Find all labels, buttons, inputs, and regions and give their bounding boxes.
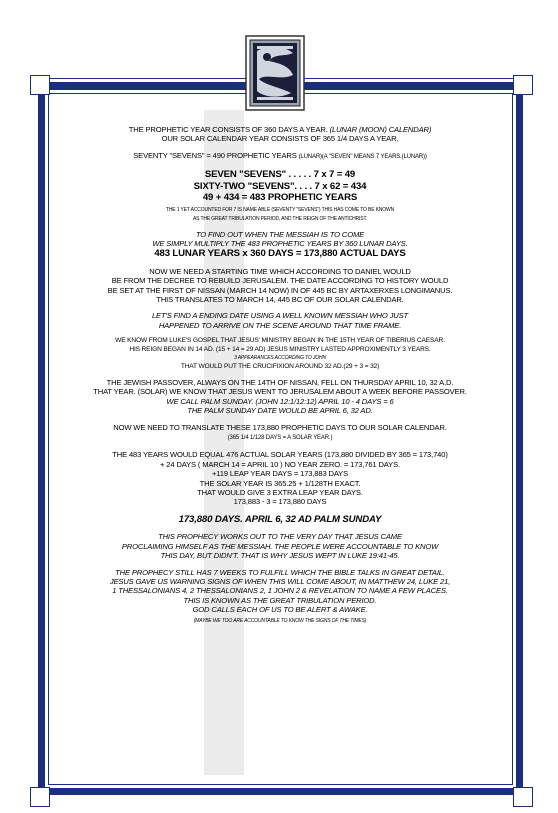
paragraph-passover — [60, 378, 500, 416]
text-line: THIS IS KNOWN AS THE GREAT TRIBULATION PERIOD. — [183, 595, 377, 605]
text-note: (MAYBE WE TOO ARE ACCOUNTABLE TO KNOW THE SIGNS OF THE TIMES) — [193, 617, 367, 624]
text-line: GOD CALLS EACH OF US TO BE ALERT & AWAKE. — [192, 605, 368, 615]
text-line: 49 + 434 = 483 PROPHETIC YEARS — [202, 192, 358, 204]
paragraph-calculation — [60, 169, 500, 222]
text-line: THIS TRANSLATES TO MARCH 14, 445 BC OF OUR SOLAR CALENDAR. — [156, 295, 404, 305]
text-note: (365 1/4 1/128 DAYS = A SOLAR YEAR.) — [227, 434, 333, 441]
document-body — [60, 125, 500, 631]
text-line: THIS DAY, BUT DIDN'T. THAT IS WHY JESUS WEPT IN LUKE 19:41-45. — [160, 551, 400, 561]
text-note: THE 1 YET ACCOUNTED FOR 7 IS NAME ABLE (SEVENTY "SEVENS") THIS HAS COME TO BE KNOWN — [165, 206, 395, 213]
text-line: NOW WE NEED A STARTING TIME WHICH ACCORDING TO DANIEL WOULD — [149, 266, 411, 276]
paragraph-starting-time — [60, 267, 500, 305]
corner-ornament — [513, 75, 533, 95]
text-note: AS THE GREAT TRIBULATION PERIOD, AND THE REIGN OF THE ANTICHRIST. — [192, 216, 368, 223]
text-line: WE SIMPLY MULTIPLY THE 483 PROPHETIC YEARS BY 360 LUNAR DAYS. — [152, 238, 408, 248]
paragraph-result — [60, 514, 500, 526]
paragraph-seventy-sevens — [60, 151, 500, 162]
text-note: (LUNAR)(A "SEVEN" MEANS 7 YEARS.(LUNAR)) — [298, 153, 427, 160]
text-line: 483 LUNAR YEARS x 360 DAYS = 173,880 ACTUAL DAYS — [154, 248, 406, 260]
text-note: 3 APPEARANCES ACCORDING TO JOHN — [234, 355, 326, 362]
text-note: (LUNAR (MOON) CALENDAR) — [329, 125, 432, 134]
paragraph-solar-years — [60, 450, 500, 506]
text-line: THAT WOULD GIVE 3 EXTRA LEAP YEAR DAYS. — [197, 487, 363, 497]
text-line: HAPPENED TO ARRIVE ON THE SCENE AROUND THAT TIME FRAME. — [158, 320, 402, 330]
text-line: THAT YEAR. (SOLAR) WE KNOW THAT JESUS WENT TO JERUSALEM ABOUT A WEEK BEFORE PASSOVER. — [93, 387, 467, 397]
text-line: TO FIND OUT WHEN THE MESSIAH IS TO COME — [195, 229, 365, 239]
text-line: THAT WOULD PUT THE CRUCIFIXION AROUND 32 AD.(29 + 3 = 32) — [180, 362, 380, 370]
text-line: OUR SOLAR CALENDAR YEAR CONSISTS OF 365 1/4 DAYS A YEAR. — [161, 134, 399, 144]
text-line: SEVENTY "SEVENS" = 490 PROPHETIC YEARS — [133, 150, 297, 160]
text-line: BE FROM THE DECREE TO REBUILD JERUSALEM. THE DATE ACCORDING TO HISTORY WOULD — [111, 276, 449, 286]
text-line: WE CALL PALM SUNDAY. (JOHN 12:1/12:12) APRIL 10 - 4 DAYS = 6 — [166, 396, 394, 406]
text-line: WE KNOW FROM LUKE'S GOSPEL THAT JESUS' MINISTRY BEGAN IN THE 15TH YEAR OF TIBERIUS CAESAR. — [115, 337, 445, 345]
corner-ornament — [30, 75, 50, 95]
text-line: 1 THESSALONIANS 4, 2 THESSALONIANS 2, 1 JOHN 2 & REVELATION TO NAME A FEW PLACES. — [112, 586, 448, 596]
paragraph-translate — [60, 423, 500, 444]
paragraph-prophecy-day — [60, 532, 500, 560]
corner-ornament — [513, 787, 533, 807]
text-line: JESUS GAVE US WARNING SIGNS OF WHEN THIS WILL COME ABOUT, IN MATTHEW 24, LUKE 21, — [109, 576, 451, 586]
text-line: THE SOLAR YEAR IS 365.25 + 1/128TH EXACT. — [199, 478, 361, 488]
text-line: 173,880 DAYS. APRIL 6, 32 AD PALM SUNDAY — [178, 513, 382, 525]
text-line: BE SET AT THE FIRST OF NISSAN (MARCH 14 NOW) IN OF 445 BC BY ARTAXERXES LONGIMANUS. — [107, 285, 453, 295]
text-line: HIS REIGN BEGAN IN 14 AD. (15 + 14 = 29 AD) JESUS MINISTRY LASTED APPROXIMENTLY 3 YEARS. — [129, 345, 431, 353]
text-line: THE PALM SUNDAY DATE WOULD BE APRIL 6, 32 AD. — [187, 406, 373, 416]
paragraph-tribulation — [60, 568, 500, 624]
paragraph-messiah-days — [60, 230, 500, 260]
paragraph-prophetic-year — [60, 125, 500, 144]
text-line: SIXTY-TWO "SEVENS". . . . 7 x 62 = 434 — [193, 180, 367, 192]
text-line: THE 483 YEARS WOULD EQUAL 476 ACTUAL SOLAR YEARS (173,880 DIVIDED BY 365 = 173,740) — [112, 450, 448, 460]
text-line: THE JEWISH PASSOVER, ALWAYS ON THE 14TH OF NISSAN, FELL ON THURSDAY APRIL 10, 32 A.D. — [106, 377, 454, 387]
text-line: THE PROPHECY STILL HAS 7 WEEKS TO FULFILL WHICH THE BIBLE TALKS IN GREAT DETAIL. — [115, 567, 445, 577]
text-line: +119 LEAP YEAR DAYS = 173,883 DAYS — [211, 469, 349, 479]
text-line: NOW WE NEED TO TRANSLATE THESE 173,880 PROPHETIC DAYS TO OUR SOLAR CALENDAR. — [113, 422, 447, 432]
text-line: SEVEN "SEVENS" . . . . . 7 x 7 = 49 — [204, 169, 356, 181]
paragraph-luke-gospel — [60, 337, 500, 371]
corner-ornament — [30, 787, 50, 807]
text-line: LET'S FIND A ENDING DATE USING A WELL KNOWN MESSIAH WHO JUST — [151, 311, 408, 321]
text-line: THIS PROPHECY WORKS OUT TO THE VERY DAY THAT JESUS CAME — [158, 532, 402, 542]
text-line: 173,883 - 3 = 173,880 DAYS — [233, 497, 327, 507]
text-line: PROCLAIMING HIMSELF AS THE MESSIAH. THE PEOPLE WERE ACCOUNTABLE TO KNOW — [121, 541, 439, 551]
text-line: + 24 DAYS ( MARCH 14 = APRIL 10 ) NO YEAR ZERO. = 173,761 DAYS. — [160, 459, 400, 469]
paragraph-ending-date — [60, 311, 500, 330]
ornamental-emblem-icon — [245, 35, 305, 111]
text-line: THE PROPHETIC YEAR CONSISTS OF 360 DAYS A YEAR. — [128, 125, 328, 134]
